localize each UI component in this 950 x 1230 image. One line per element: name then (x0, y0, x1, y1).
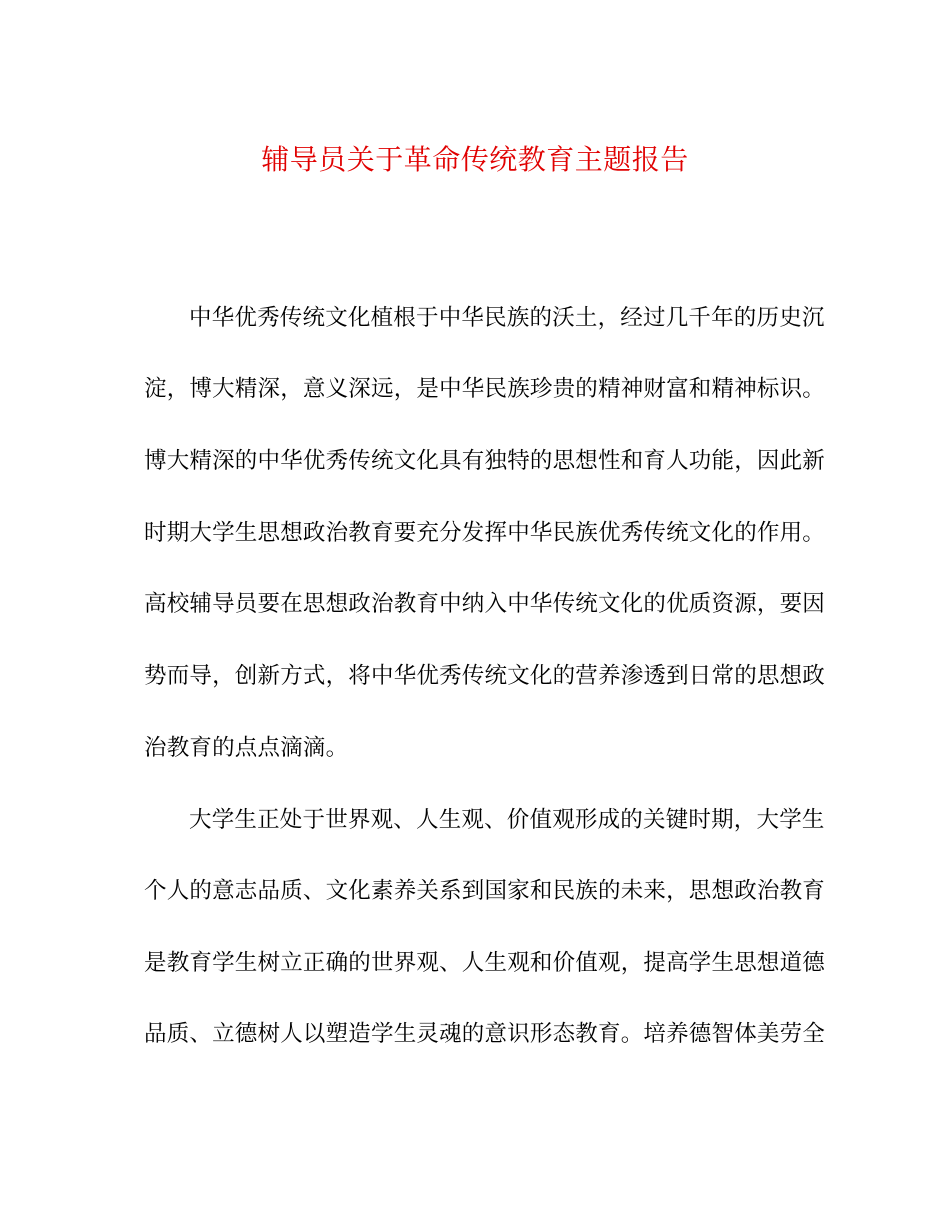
document-title: 辅导员关于革命传统教育主题报告 (261, 143, 689, 176)
paragraph-1-line-3: 博大精深的中华优秀传统文化具有独特的思想性和育人功能，因此新 (144, 448, 826, 474)
paragraph-1-line-6: 势而导，创新方式，将中华优秀传统文化的营养渗透到日常的思想政 (144, 663, 826, 689)
paragraph-2-line-3: 是教育学生树立正确的世界观、人生观和价值观，提高学生思想道德 (144, 950, 826, 976)
paragraph-2-line-1: 大学生正处于世界观、人生观、价值观形成的关键时期，大学生 (189, 807, 825, 833)
paragraph-1-line-4: 时期大学生思想政治教育要充分发挥中华民族优秀传统文化的作用。 (144, 520, 826, 546)
paragraph-1-line-1: 中华优秀传统文化植根于中华民族的沃土，经过几千年的历史沉 (189, 305, 825, 331)
paragraph-2-line-4: 品质、立德树人以塑造学生灵魂的意识形态教育。培养德智体美劳全 (144, 1021, 826, 1047)
paragraph-1-line-7: 治教育的点点滴滴。 (144, 735, 349, 761)
paragraph-1-line-5: 高校辅导员要在思想政治教育中纳入中华传统文化的优质资源，要因 (144, 591, 826, 617)
paragraph-1-line-2: 淀，博大精深，意义深远，是中华民族珍贵的精神财富和精神标识。 (144, 376, 826, 402)
paragraph-2-line-2: 个人的意志品质、文化素养关系到国家和民族的未来，思想政治教育 (144, 878, 826, 904)
